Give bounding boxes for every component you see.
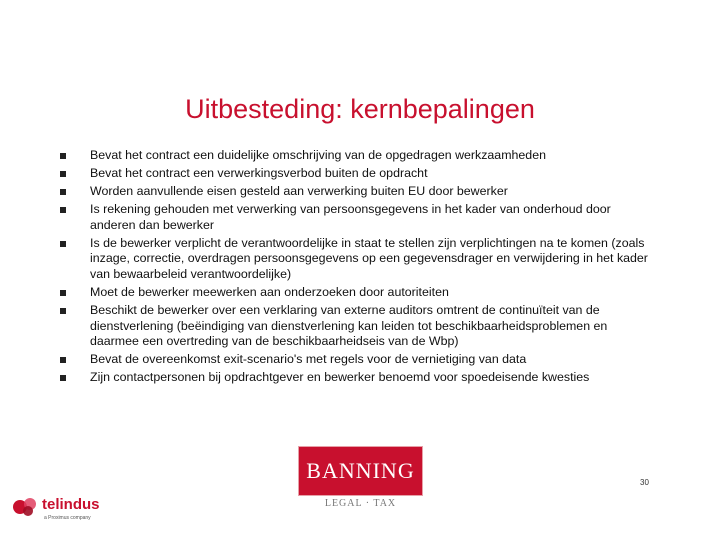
bullet-item	[58, 236, 658, 283]
bullet-item	[58, 166, 658, 182]
bullet-item	[58, 148, 658, 164]
bullet-text: Moet de bewerker meewerken aan onderzoeken door autoriteiten	[90, 284, 449, 299]
bullet-list	[58, 148, 658, 388]
bullet-item	[58, 285, 658, 301]
bullet-text: Beschikt de bewerker over een verklaring van externe auditors omtrent de continuïteit van de dienstverlening (beëindiging van dienstverlening kan leiden tot beschikbaarheidsproblemen en daarmee een overtreding van de beschikbaarheidseis van de Wbp)	[90, 303, 608, 349]
banning-logo	[299, 447, 422, 495]
banning-logo-subtitle: LEGAL · TAX	[324, 498, 397, 509]
bullet-marker-icon	[60, 308, 66, 314]
bullet-text: Worden aanvullende eisen gesteld aan verwerking buiten EU door bewerker	[90, 184, 508, 199]
bullet-item	[58, 184, 658, 200]
bullet-text: Zijn contactpersonen bij opdrachtgever en bewerker benoemd voor spoedeisende kwesties	[90, 370, 590, 385]
bullet-text: Is rekening gehouden met verwerking van persoonsgegevens in het kader van onderhoud door anderen dan bewerker	[90, 202, 611, 232]
bullet-item	[58, 352, 658, 368]
slide-title: Uitbesteding: kernbepalingen	[185, 94, 535, 124]
bullet-item	[58, 370, 658, 386]
bullet-text: Bevat het contract een duidelijke omschrijving van de opgedragen werkzaamheden	[90, 148, 546, 162]
bullet-text: Is de bewerker verplicht de verantwoordelijke in staat te stellen zijn verplichtingen na te komen (zoals inzage, correctie, overdragen persoonsgegevens op een gegevensdrager en verwijdering in het kader van bewaarbeleid verantwoordelijke)	[90, 235, 648, 281]
banning-logo-text: BANNING	[306, 458, 415, 483]
bullet-marker-icon	[60, 207, 66, 213]
telindus-logo-text: telindus	[42, 496, 100, 513]
bullet-marker-icon	[60, 357, 66, 363]
bullet-marker-icon	[60, 290, 66, 296]
bullet-marker-icon	[60, 189, 66, 195]
page-number: 30	[640, 478, 649, 487]
bullet-marker-icon	[60, 171, 66, 177]
telindus-logo-subtitle: a Proximus company	[44, 515, 91, 521]
bullet-item	[58, 303, 658, 350]
bullet-marker-icon	[60, 241, 66, 247]
bullet-text: Bevat het contract een verwerkingsverbod buiten de opdracht	[90, 166, 428, 181]
telindus-mark-icon	[12, 496, 38, 518]
bullet-marker-icon	[60, 375, 66, 381]
bullet-marker-icon	[60, 153, 66, 159]
bullet-item	[58, 202, 658, 233]
bullet-text: Bevat de overeenkomst exit-scenario's met regels voor de vernietiging van data	[90, 352, 527, 367]
telindus-logo	[8, 492, 118, 528]
